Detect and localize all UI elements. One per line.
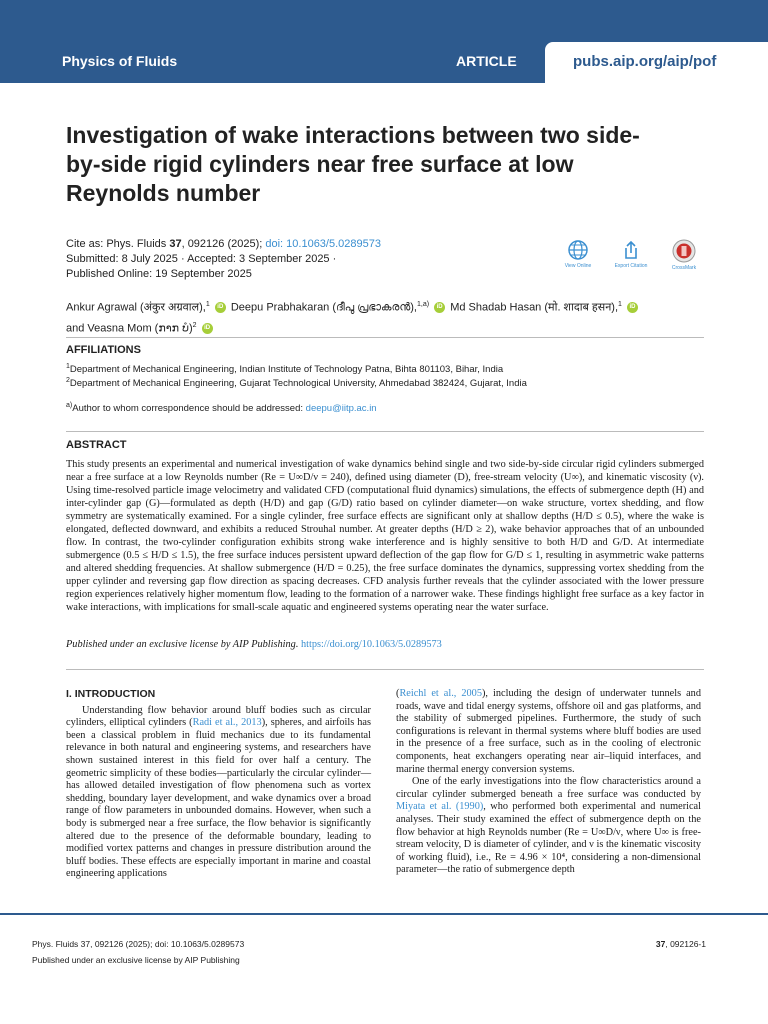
orcid-icon[interactable]: iD: [202, 323, 213, 334]
cite-volume: 37: [169, 238, 182, 250]
orcid-icon[interactable]: iD: [627, 302, 638, 313]
author-2[interactable]: Deepu Prabhakaran (ദീപു പ്രഭാകരൻ),: [230, 301, 417, 314]
submission-dates: Submitted: 8 July 2025 · Accepted: 3 September 2025 ·: [66, 253, 337, 265]
affiliation-1-text: Department of Mechanical Engineering, Indian Institute of Technology Patna, Bihta 801103, Bihar, India: [69, 364, 504, 376]
correspondence-note: [66, 402, 377, 414]
affiliations-heading: AFFILIATIONS: [66, 344, 141, 356]
author-4[interactable]: and Veasna Mom (ກາກ ບໍ): [66, 322, 193, 335]
abstract-text: This study presents an experimental and numerical investigation of wake dynamics behind single and two side-by-side circular rigid cylinders submerged near a free surface at a low Reynolds number (Re = U∞D/ν = 240), defined using diameter (D), free-stream velocity (U∞), and kinematic viscosity (ν). Using time-resolved particle image velocimetry and validated CFD (computational fluid dynamics) simulations, the effects of submergence depth (H) and inter-cylinder gap (G)—formulated as depth (H/D) and gap (G/D) ratio based on cylinder diameter—on wake structure, vortex shedding, and flow symmetry are systematically examined. For a single cylinder, free surface effects are significant only at shallow depths (H/D ≤ 0.5), where the wake is elongated, deflected downward, and exhibits a reduced Strouhal number. At greater depths (H/D ≥ 2), wake behavior approaches that of an unbounded flow. In contrast, the two-cylinder configuration exhibits strong wake interference and is highly sensitive to both H/D and G/D. At intermediate submergence (0.5 ≤ H/D ≤ 1.5), the free surface induces persistent upward deflection of the gap flow for G/D ≤ 1, resulting in asymmetric wake patterns and altered shedding frequencies. At shallow submergence (H/D = 0.25), the free surface dominates the dynamics, suppressing vortex shedding from the upper cylinder and reversing gap flow direction as spacing decreases. CFD analysis further reveals that the cylinder associated with the lower pressure region experiences relatively higher momentum flow, leading to the formation of a narrower wake. These findings highlight free surface as a key factor in wake interactions, with implications for small-scale aquatic and engineered systems operating near the water surface.: [66, 459, 704, 613]
author-1[interactable]: Ankur Agrawal (अंकुर अग्रवाल),: [66, 301, 206, 314]
article-type: ARTICLE: [456, 53, 517, 69]
intro-p3-text-a: One of the early investigations into the flow characteristics around a circular cylinder submerged beneath a free surface was conducted by: [396, 776, 701, 800]
journal-url-link[interactable]: pubs.aip.org/aip/pof: [573, 53, 717, 70]
reference-link-reichl[interactable]: Reichl et al., 2005: [399, 688, 482, 699]
author-3[interactable]: Md Shadab Hasan (मो. शादाब हसन),: [450, 301, 619, 314]
divider: [66, 337, 704, 338]
crossmark-icon: [672, 239, 696, 263]
intro-p1-text-a: Understanding flow behavior around bluff bodies such as circular cylinders, elliptical cylinders (: [66, 704, 371, 729]
export-citation-button[interactable]: [609, 239, 653, 269]
author-list: [66, 296, 706, 337]
orcid-icon[interactable]: iD: [215, 302, 226, 313]
export-icon: [620, 239, 642, 261]
affiliation-1: [66, 363, 503, 375]
intro-p1-text-b: ), spheres, and airfoils has been a classical problem in fluid mechanics due to its fundamental relevance in both natural and engineering systems, and researchers have shown sustained interest in this field for over half a century. The geometric simplicity of these bodies—particularly the circular cylinder—has allowed detailed investigation of flow phenomena such as vortex shedding, boundary layer development, and wake dynamics over a broad range of flow parameters in unbounded domains. However, when such a body is submerged near a free surface, the flow behavior is significantly altered due to the presence of the deformable boundary, leading to modified vortex patterns and changes in pressure distribution around the bluff bodies. These effects are especially important in marine and coastal engineering applications: [66, 717, 371, 880]
intro-column-left: [66, 688, 371, 881]
intro-paragraph-1: [66, 705, 371, 881]
introduction-heading: I. INTRODUCTION: [66, 688, 156, 700]
published-date: Published Online: 19 September 2025: [66, 268, 252, 280]
intro-p2-open: (: [396, 688, 400, 699]
correspondence-mark: a): [66, 402, 73, 409]
crossmark-label: CrossMark: [671, 265, 697, 271]
correspondence-label: Author to whom correspondence should be addressed:: [72, 403, 306, 415]
footer-citation: Phys. Fluids 37, 092126 (2025); doi: 10.1063/5.0289573: [32, 939, 245, 949]
footer-license: Published under an exclusive license by AIP Publishing: [32, 955, 240, 965]
reference-link-miyata[interactable]: Miyata et al. (1990): [396, 801, 484, 813]
journal-banner: [0, 0, 768, 83]
footer-page: , 092126-1: [665, 939, 706, 949]
abstract-heading: ABSTRACT: [66, 439, 127, 451]
doi-link[interactable]: doi: 10.1063/5.0289573: [265, 238, 381, 250]
affiliation-2: [66, 377, 527, 389]
paper-title: Investigation of wake interactions between two side-by-side rigid cylinders near free surface at low Reynolds number: [66, 122, 640, 206]
affiliation-1-mark: 1: [66, 363, 70, 370]
view-online-button[interactable]: [556, 239, 600, 269]
license-doi-link[interactable]: https://doi.org/10.1063/5.0289573: [300, 639, 442, 650]
view-online-label: View Online: [564, 263, 592, 269]
journal-url-box[interactable]: [545, 42, 768, 83]
footer-rule: [0, 913, 768, 915]
affiliation-2-mark: 2: [66, 377, 70, 384]
intro-p2-text: ), including the design of underwater tunnels and roads, wave and tidal energy systems, offshore oil and gas platforms, and the stability of submerged pipelines. Furthermore, the study of such configurations is relevant in thermal systems where bluff bodies are used in the presence of a free surface, such as in the cooling of electronic components, heat exchangers operating near air–liquid interfaces, and marine thermal energy conversion systems.: [396, 688, 701, 775]
crossmark-button[interactable]: [662, 239, 706, 271]
intro-paragraph-2: [396, 688, 701, 776]
orcid-icon[interactable]: iD: [434, 302, 445, 313]
article-actions: [556, 239, 706, 279]
affiliation-2-text: Department of Mechanical Engineering, Gujarat Technological University, Ahmedabad 382424, Gujarat, India: [69, 378, 527, 390]
intro-column-right: [396, 688, 701, 877]
reference-link-radi[interactable]: Radi et al., 2013: [192, 717, 262, 729]
cite-rest: , 092126 (2025);: [181, 238, 266, 250]
author-4-affiliation: 2: [192, 321, 197, 329]
author-2-affiliation: 1,a): [417, 301, 430, 308]
export-citation-label: Export Citation: [614, 263, 648, 269]
intro-p3-text-b: , who performed both experimental and numerical analyses. Their study examined the effect of submergence depth on the flow behavior at high Reynolds number (Re = U∞D/ν, where U∞ is free-stream velocity, D is diameter of cylinder, and ν is the kinematic viscosity of working fluid), i.e., Re = 4.96 × 10⁴, considering a non-dimensional parameter—the ratio of submergence depth: [396, 801, 701, 876]
footer-page-number: [656, 939, 706, 949]
divider: [66, 431, 704, 432]
intro-paragraph-3: [396, 776, 701, 877]
cite-prefix: Cite as: Phys. Fluids: [66, 238, 170, 250]
license-note: [66, 639, 442, 650]
author-3-affiliation: 1: [618, 301, 622, 308]
globe-icon: [567, 239, 589, 261]
license-text: Published under an exclusive license by AIP Publishing.: [66, 639, 301, 650]
footer-volume: 37: [655, 939, 666, 949]
citation-block: [66, 237, 381, 282]
journal-name: Physics of Fluids: [62, 53, 178, 69]
author-1-affiliation: 1: [205, 301, 210, 308]
divider: [66, 669, 704, 670]
correspondence-email[interactable]: deepu@iitp.ac.in: [305, 403, 377, 415]
